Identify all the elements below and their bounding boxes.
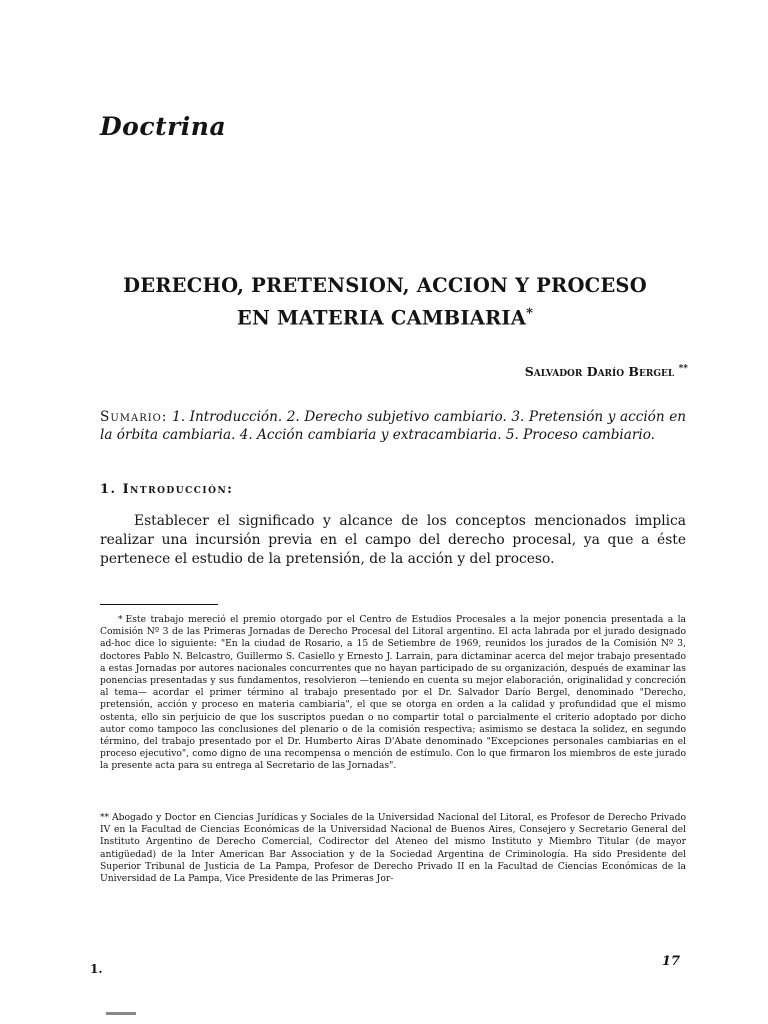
page-number: 17 bbox=[661, 954, 680, 969]
article-title bbox=[90, 272, 680, 333]
footnote-1 bbox=[100, 614, 686, 773]
scan-smudge bbox=[106, 1012, 136, 1015]
subheading-introduccion: 1. Introducción: bbox=[100, 482, 234, 497]
footnote-divider bbox=[100, 604, 218, 605]
summary bbox=[100, 408, 686, 444]
body-paragraph: Establecer el significado y alcance de los conceptos mencionados implica realizar una incursión previa en el campo del derecho procesal, ya que a éste pertenece el estudio de la pretensión, de la acción y del proceso. bbox=[100, 513, 686, 567]
footnote-1-text: Este trabajo mereció el premio otorgado por el Centro de Estudios Procesales a la mejor ponencia presentada a la Comisión Nº 3 de las Primeras Jornadas de Derecho Procesal del Litoral argentino. El acta labrada por el jurado designado ad-hoc dice lo siguiente: "En la ciudad de Rosario, a 15 de Setiembre de 1969, reunidos los jurados de la Comisión Nº 3, doctores Pablo N. Belcastro, Guillermo S. Casiello y Ernesto J. Larrain, para dictaminar acerca del mejor trabajo presentado a estas Jornadas por autores nacionales concurrentes que no hayan participado de su organización, después de examinar las ponencias presentadas y sus fundamentos, resolvieron —teniendo en cuenta su mejor elaboración, originalidad y concreción al tema— acordar el primer término al trabajo presentado por el Dr. Salvador Darío Bergel, denominado "Derecho, pretensión, acción y proceso en materia cambiaria", el que se otorga en orden a la calidad y profundidad que el mismo ostenta, ello sin perjuicio de que los suscriptos puedan o no compartir total o parcialmente el criterio adoptado por dicho autor como tampoco las conclusiones del plenario o de la comisión respectiva; asimismo se destaca la solidez, en segundo término, del trabajo presentado por el Dr. Humberto Airas D'Abate denominado "Excepciones personales cambiarias en el proceso ejecutivo", como digno de una recompensa o mención de estímulo. Con lo que firmaron los miembros de este jurado la presente acta para su entrega al Secretario de las Jornadas". bbox=[100, 614, 686, 772]
footnote-2 bbox=[100, 812, 686, 885]
footnote-2-marker: ** bbox=[100, 813, 109, 823]
title-footnote-marker: * bbox=[526, 306, 534, 321]
summary-text: 1. Introducción. 2. Derecho subjetivo cambiario. 3. Pretensión y acción en la órbita cambiaria. 4. Acción cambiaria y extracambiaria. 5. Proceso cambiario. bbox=[100, 409, 686, 443]
article-title-line-2 bbox=[90, 300, 680, 333]
summary-label: Sumario: bbox=[100, 409, 168, 425]
section-title: Doctrina bbox=[100, 112, 227, 141]
article-title-line-2-text: EN MATERIA CAMBIARIA bbox=[236, 306, 527, 330]
article-title-line-1: DERECHO, PRETENSION, ACCION Y PROCESO bbox=[123, 274, 647, 297]
author-name: Salvador Darío Bergel bbox=[524, 364, 675, 380]
footnote-2-text: Abogado y Doctor en Ciencias Jurídicas y Sociales de la Universidad Nacional del Litoral, es Profesor de Derecho Privado IV en la Facultad de Ciencias Económicas de la Universidad Nacional de Buenos Aires, Consejero y Secretario General del Instituto Argentino de Derecho Comercial, Codirector del Ateneo del mismo Instituto y Miembro Titular (de mayor antigüedad) de la Inter American Bar Association y de la Sociedad Argentina de Criminología. Ha sido Presidente del Superior Tribunal de Justicia de La Pampa, Profesor de Derecho Privado II en la Facultad de Ciencias Económicas de la Universidad de La Pampa, Vice Presidente de las Primeras Jor- bbox=[100, 812, 686, 885]
author-line bbox=[525, 364, 688, 379]
author-footnote-marker: ** bbox=[678, 364, 688, 374]
margin-mark: 1. bbox=[90, 962, 103, 976]
footnote-1-marker: * bbox=[118, 615, 123, 625]
